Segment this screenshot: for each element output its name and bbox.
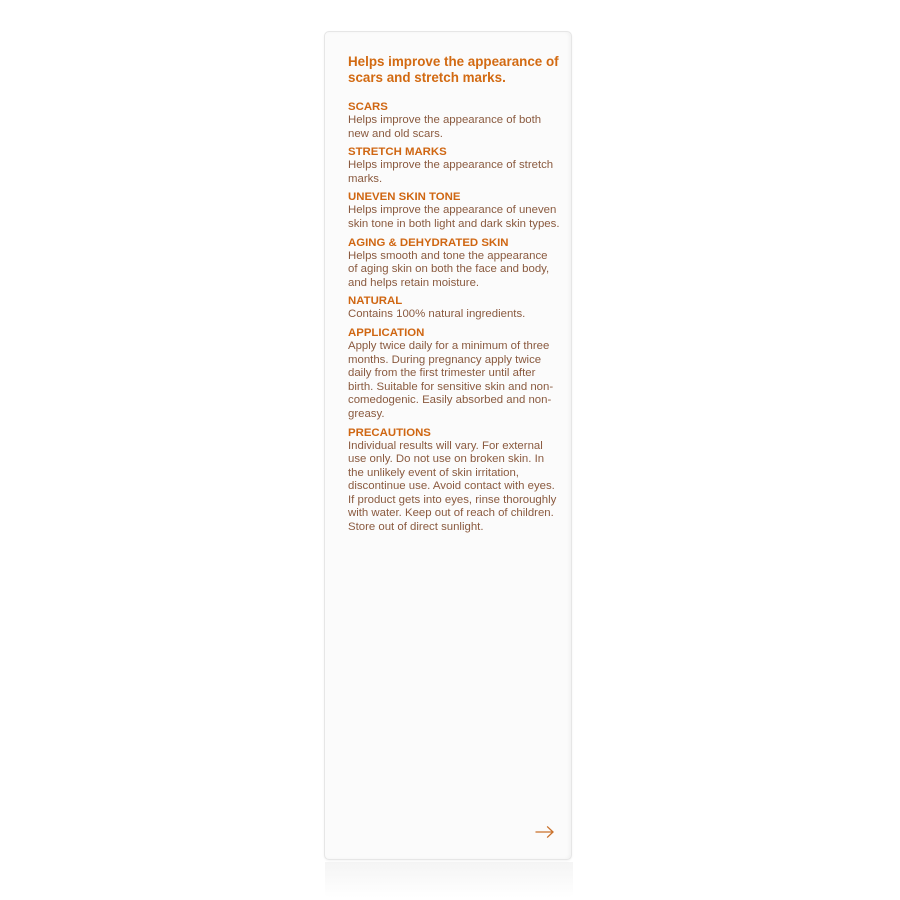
section-application <box>348 327 560 422</box>
section-body: Helps smooth and tone the appearance of aging skin on both the face and body, and helps retain moisture. <box>348 249 550 289</box>
panel-content <box>348 54 560 540</box>
section-title: NATURAL <box>348 295 403 308</box>
box-reflection <box>325 862 573 898</box>
section-body: Apply twice daily for a minimum of three months. During pregnancy apply twice daily from the first trimester until after birth. Suitable for sensitive skin and non-comedogenic. Easily absorbed and non-greasy. <box>348 339 554 420</box>
section-title: SCARS <box>348 101 388 113</box>
section-body: Contains 100% natural ingredients. <box>348 308 526 321</box>
section-title: STRETCH MARKS <box>348 146 447 159</box>
section-natural <box>348 295 560 322</box>
section-body: Helps improve the appearance of both new and old scars. <box>348 114 542 140</box>
section-title: PRECAUTIONS <box>348 426 431 439</box>
product-box-panel <box>324 31 572 860</box>
arrow-right-icon <box>535 825 555 839</box>
section-title: UNEVEN SKIN TONE <box>348 191 461 204</box>
section-scars <box>348 101 560 141</box>
panel-headline: Helps improve the appearance of scars and stretch marks. <box>348 54 559 85</box>
section-body: Helps improve the appearance of stretch marks. <box>348 159 554 185</box>
section-body: Individual results will vary. For external use only. Do not use on broken skin. In the unlikely event of skin irritation, discontinue use. Avoid contact with eyes. If product gets into eyes, rinse thoroughly with water. Keep out of reach of children. Store out of direct sunlight. <box>348 439 557 534</box>
section-title: AGING & DEHYDRATED SKIN <box>348 236 509 249</box>
section-body: Helps improve the appearance of uneven skin tone in both light and dark skin types. <box>348 204 560 230</box>
section-precautions <box>348 427 560 535</box>
section-aging-skin <box>348 237 560 291</box>
section-uneven-skin-tone <box>348 191 560 231</box>
section-title: APPLICATION <box>348 326 425 339</box>
section-stretch-marks <box>348 146 560 186</box>
